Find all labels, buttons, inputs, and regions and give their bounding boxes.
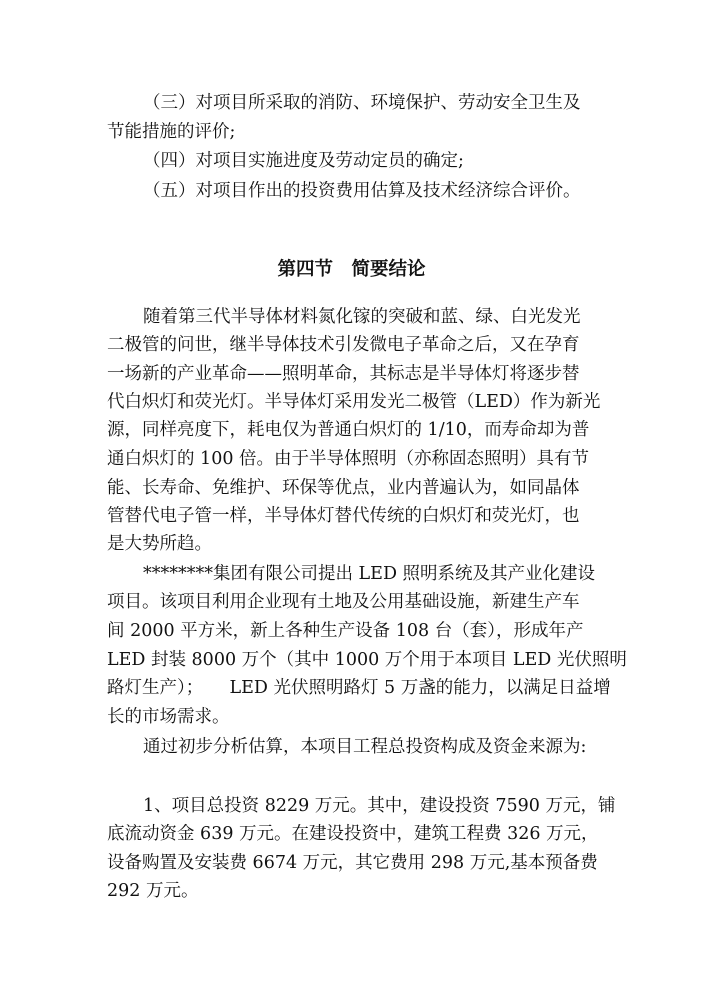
list-item-5: （五）对项目作出的投资费用估算及技术经济综合评价。	[143, 181, 581, 201]
paragraph-4-line-2: 底流动资金 639 万元。在建设投资中，建筑工程费 326 万元，	[107, 824, 599, 844]
section-heading: 第四节 简要结论	[277, 259, 426, 280]
paragraph-1-line-9: 是大势所趋。	[107, 534, 212, 554]
list-item-3-line-1: （三）对项目所采取的消防、环境保护、劳动安全卫生及	[143, 93, 581, 113]
paragraph-1-line-6: 通白炽灯的 100 倍。由于半导体照明（亦称固态照明）具有节	[107, 449, 590, 469]
paragraph-4-line-3: 设备购置及安装费 6674 万元，其它费用 298 万元,基本预备费	[107, 853, 598, 873]
paragraph-1-line-3: 一场新的产业革命——照明革命，其标志是半导体灯将逐步替	[107, 364, 580, 384]
list-item-3-line-2: 节能措施的评价;	[107, 122, 236, 142]
paragraph-4-line-4: 292 万元。	[107, 881, 199, 901]
paragraph-1-line-8: 管替代电子管一样，半导体灯替代传统的白炽灯和荧光灯，也	[107, 506, 580, 526]
paragraph-4-line-1: 1、项目总投资 8229 万元。其中，建设投资 7590 万元，铺	[143, 796, 616, 816]
paragraph-2-line-6: 长的市场需求。	[107, 707, 230, 727]
paragraph-2-line-5: 路灯生产）； LED 光伏照明路灯 5 万盏的能力，以满足日益增	[107, 678, 611, 698]
paragraph-2-line-4: LED 封装 8000 万个（其中 1000 万个用于本项目 LED 光伏照明	[107, 650, 627, 670]
paragraph-2-line-3: 间 2000 平方米，新上各种生产设备 108 台（套），形成年产	[107, 621, 584, 641]
paragraph-1-line-7: 能、长寿命、免维护、环保等优点，业内普遍认为，如同晶体	[107, 478, 580, 498]
paragraph-1-line-2: 二极管的问世，继半导体技术引发微电子革命之后，又在孕育	[107, 335, 580, 355]
paragraph-1-line-1: 随着第三代半导体材料氮化镓的突破和蓝、绿、白光发光	[143, 307, 581, 327]
paragraph-1-line-5: 源，同样亮度下，耗电仅为普通白炽灯的 1/10，而寿命却为普	[107, 420, 590, 440]
paragraph-1-line-4: 代白炽灯和荧光灯。半导体灯采用发光二极管（LED）作为新光	[107, 392, 601, 412]
paragraph-3: 通过初步分析估算，本项目工程总投资构成及资金来源为:	[143, 737, 587, 757]
paragraph-2-line-1: ********集团有限公司提出 LED 照明系统及其产业化建设	[143, 564, 596, 584]
list-item-4: （四）对项目实施进度及劳动定员的确定;	[143, 151, 464, 171]
paragraph-2-line-2: 项目。该项目利用企业现有土地及公用基础设施，新建生产车	[107, 592, 580, 612]
